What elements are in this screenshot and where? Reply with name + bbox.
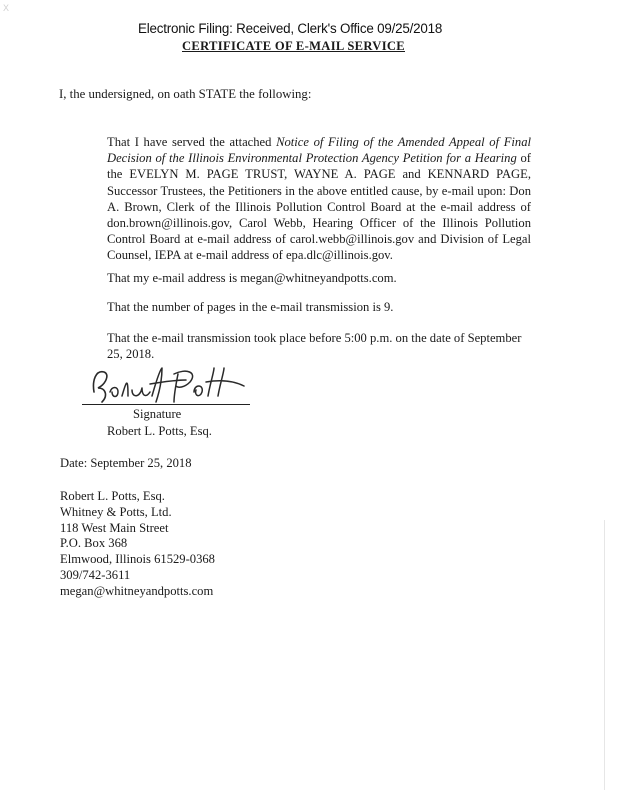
scan-edge xyxy=(604,520,605,790)
signature-line xyxy=(82,404,250,405)
handwritten-signature xyxy=(82,362,262,408)
address-phone: 309/742-3611 xyxy=(60,567,131,582)
address-city: Elmwood, Illinois 61529-0368 xyxy=(60,552,215,567)
service-paragraph xyxy=(107,134,531,264)
address-email: megan@whitneyandpotts.com xyxy=(60,583,214,598)
service-intro: That I have served the attached xyxy=(107,135,277,149)
served-document-title: Notice of Filing of the Amended Appeal of Final Decision of the Illinois Environmental Protection Agency Petition for a Hearing xyxy=(107,135,531,166)
page-count-statement: That the number of pages in the e-mail transmission is 9. xyxy=(107,300,394,314)
signature-label: Signature xyxy=(133,407,182,421)
date-line: Date: September 25, 2018 xyxy=(60,456,192,470)
certificate-title: CERTIFICATE OF E-MAIL SERVICE xyxy=(182,39,405,53)
address-firm: Whitney & Potts, Ltd. xyxy=(60,504,172,519)
address-po-box: P.O. Box 368 xyxy=(60,536,128,551)
filing-stamp: Electronic Filing: Received, Clerk's Office 09/25/2018 xyxy=(138,21,443,36)
transmission-time-statement: That the e-mail transmission took place before 5:00 p.m. on the date of September 25, 2018. xyxy=(107,331,522,362)
email-address-statement: That my e-mail address is megan@whitneyandpotts.com. xyxy=(107,271,397,285)
signer-name: Robert L. Potts, Esq. xyxy=(107,424,212,438)
address-street: 118 West Main Street xyxy=(60,520,169,535)
service-details: of the EVELYN M. PAGE TRUST, WAYNE A. PAGE and KENNARD PAGE, Successor Trustees, the Petitioners in the above entitled cause, by e-mail upon: Don A. Brown, Clerk of the Illinois Pollution Control Board at the e-mail address of don.brown@illinois.gov, Carol Webb, Hearing Officer of the Illinois Pollution Control Board at e-mail address of carol.webb@illinois.gov and Division of Legal Counsel, IEPA at e-mail address of epa.dlc@illinois.gov. xyxy=(107,151,531,263)
oath-statement: I, the undersigned, on oath STATE the following: xyxy=(59,87,312,101)
address-name: Robert L. Potts, Esq. xyxy=(60,489,165,503)
corner-mark: X xyxy=(3,3,10,13)
address-block xyxy=(60,489,215,600)
